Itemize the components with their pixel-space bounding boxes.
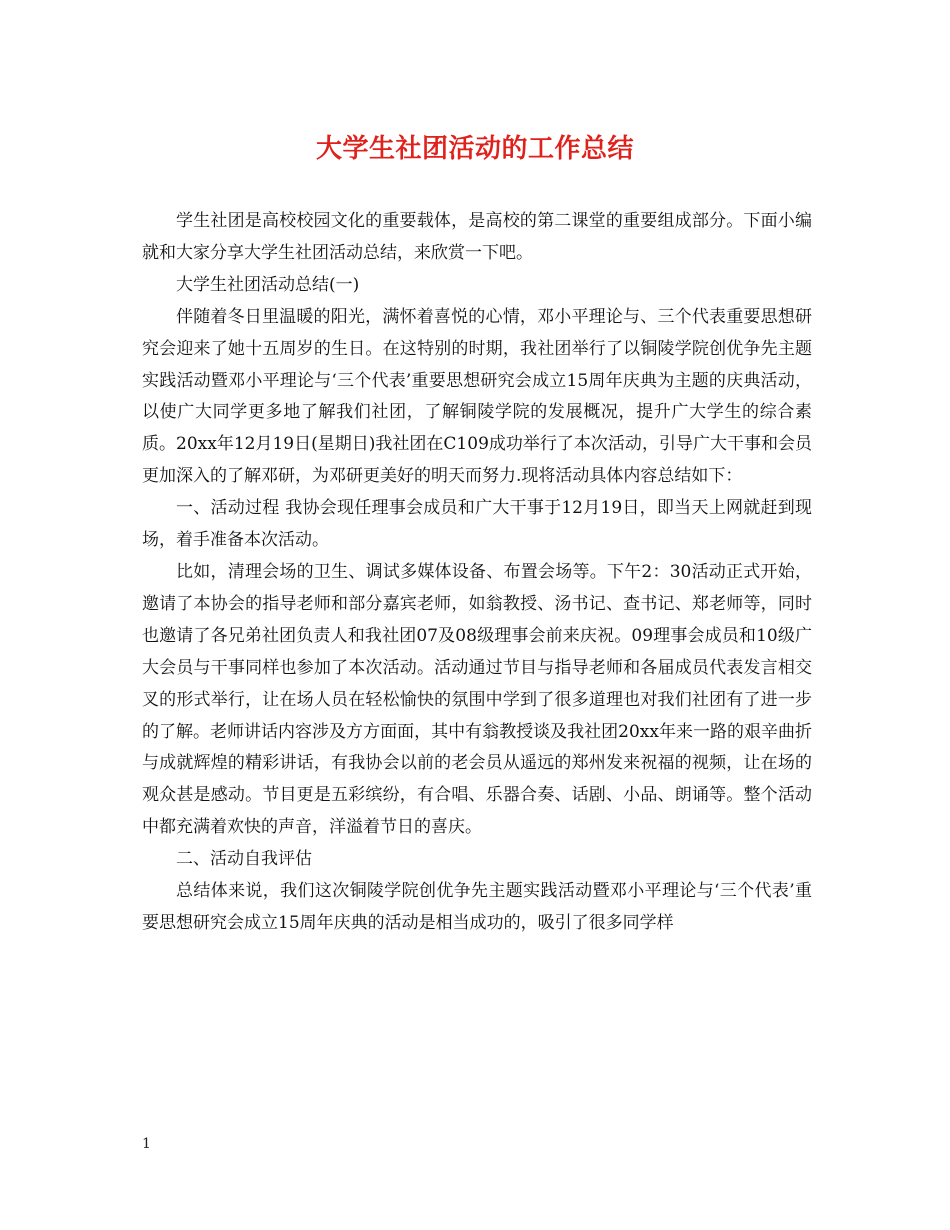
paragraph-background: 伴随着冬日里温暖的阳光，满怀着喜悦的心情，邓小平理论与、三个代表重要思想研究会迎来了她十五周岁的生日。在这特别的时期，我社团举行了以铜陵学院创优争先主题实践活动暨邓小平理论与‘三个代表’重要思想研究会成立15周年庆典为主题的庆典活动，以使广大同学更多地了解我们社团，了解铜陵学院的发展概况，提升广大学生的综合素质。20xx年12月19日(星期日)我社团在C109成功举行了本次活动，引导广大干事和会员更加深入的了解邓研，为邓研更美好的明天而努力.现将活动具体内容总结如下： (142, 306, 812, 487)
document-title: 大学生社团活动的工作总结 (315, 134, 634, 164)
paragraph-evaluation-heading: 二、活动自我评估 (176, 849, 312, 870)
paragraph-evaluation: 总结体来说，我们这次铜陵学院创优争先主题实践活动暨邓小平理论与‘三个代表’重要思想研究会成立15周年庆典的活动是相当成功的，吸引了很多同学样 (142, 881, 812, 933)
paragraph-section-heading: 大学生社团活动总结(一) (176, 274, 360, 295)
paragraph-process-heading: 一、活动过程 我协会现任理事会成员和广大干事于12月19日，即当天上网就赶到现场，着手准备本次活动。 (142, 498, 812, 551)
paragraph-process-detail: 比如，清理会场的卫生、调试多媒体设备、布置会场等。下午2：30活动正式开始，邀请了本协会的指导老师和部分嘉宾老师，如翁教授、汤书记、查书记、郑老师等，同时也邀请了各兄弟社团负责人和我社团07及08级理事会前来庆祝。09理事会成员和10级广大会员与干事同样也参加了本次活动。活动通过节目与指导老师和各届成员代表发言相交叉的形式举行，让在场人员在轻松愉快的氛围中学到了很多道理也对我们社团有了进一步的了解。老师讲话内容涉及方方面面，其中有翁教授谈及我社团20xx年来一路的艰辛曲折与成就辉煌的精彩讲话，有我协会以前的老会员从遥远的郑州发来祝福的视频，让在场的观众甚是感动。节目更是五彩缤纷，有合唱、乐器合奏、话剧、小品、朗诵等。整个活动中都充满着欢快的声音，洋溢着节日的喜庆。 (142, 561, 812, 838)
document-body (142, 206, 812, 940)
page-number: 1 (142, 1136, 151, 1152)
paragraph-intro: 学生社团是高校校园文化的重要载体，是高校的第二课堂的重要组成部分。下面小编就和大家分享大学生社团活动总结，来欣赏一下吧。 (142, 211, 812, 263)
